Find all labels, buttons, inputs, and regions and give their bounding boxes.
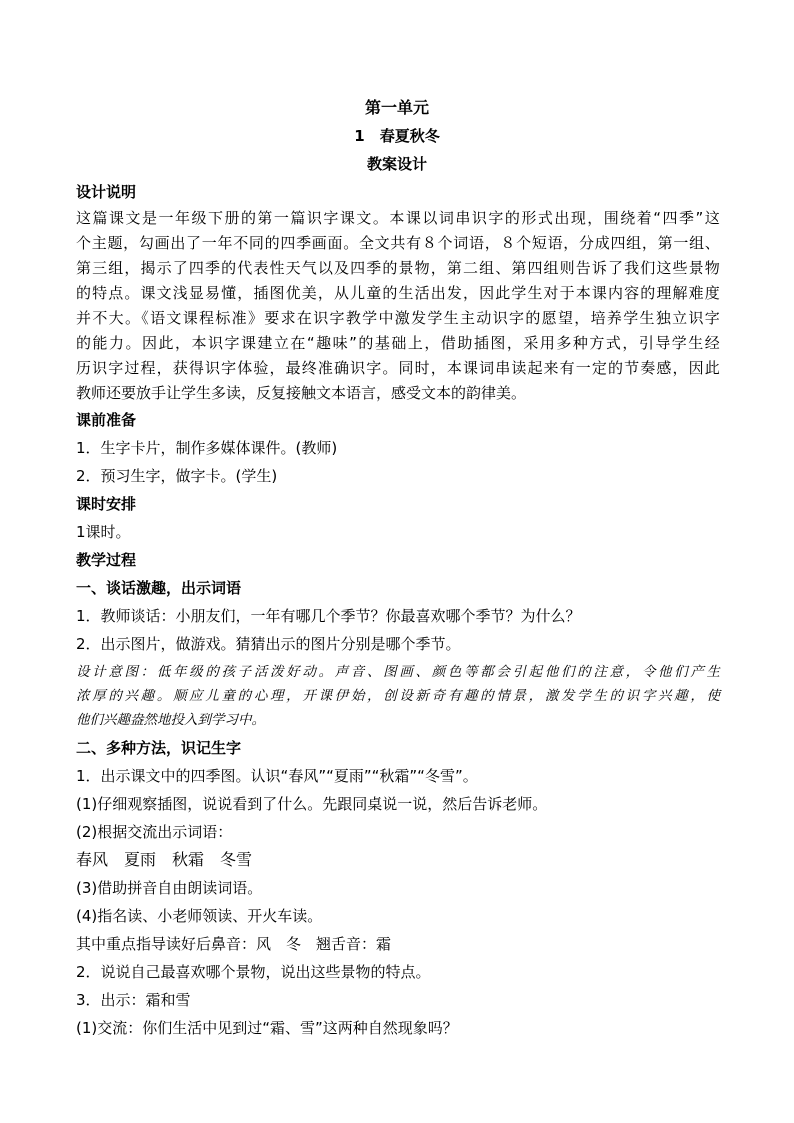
lesson-title: 1 春夏秋冬 bbox=[354, 127, 440, 145]
prep-item: 2．预习生字，做字卡。(学生) bbox=[76, 467, 278, 485]
page-subtitle: 教案设计 bbox=[366, 155, 427, 173]
design-paragraph-line: 历识字过程，获得识字体验，最终准确识字。同时，本课词串读起来有一定的节奏感，因此 bbox=[76, 359, 720, 377]
part2-item: 3．出示：霜和雪 bbox=[76, 991, 191, 1009]
part1-heading: 一、谈话激趣，出示词语 bbox=[76, 579, 242, 597]
design-paragraph-line: 这篇课文是一年级下册的第一篇识字课文。本课以词串识字的形式出现，围绕着“四季”这 bbox=[76, 209, 720, 227]
part2-item: 1．出示课文中的四季图。认识“春风”“夏雨”“秋霜”“冬雪”。 bbox=[76, 767, 478, 785]
time-text: 1课时。 bbox=[76, 523, 131, 541]
design-paragraph-line: 教师还要放手让学生多读，反复接触文本语言，感受文本的韵律美。 bbox=[76, 384, 527, 402]
part2-heading: 二、多种方法，识记生字 bbox=[76, 739, 242, 757]
part2-item: (1)仔细观察插图，说说看到了什么。先跟同桌说一说，然后告诉老师。 bbox=[76, 795, 548, 813]
section-heading-prep: 课前准备 bbox=[76, 411, 137, 429]
part2-item: (1)交流：你们生活中见到过“霜、雪”这两种自然现象吗？ bbox=[76, 1019, 458, 1037]
prep-item: 1．生字卡片，制作多媒体课件。(教师) bbox=[76, 439, 338, 457]
design-intent-line: 他们兴趣盎然地投入到学习中。 bbox=[76, 712, 265, 728]
part1-item: 1．教师谈话：小朋友们，一年有哪几个季节？你最喜欢哪个季节？为什么？ bbox=[76, 607, 581, 625]
unit-title: 第一单元 bbox=[364, 98, 429, 117]
part2-item: (3)借助拼音自由朗读词语。 bbox=[76, 879, 263, 897]
vocabulary-words: 春风 夏雨 秋霜 冬雪 bbox=[76, 850, 253, 869]
design-paragraph-line: 个主题，勾画出了一年不同的四季画面。全文共有８个词语，８个短语，分成四组，第一组、 bbox=[76, 234, 720, 252]
section-heading-process: 教学过程 bbox=[76, 551, 137, 569]
part2-item: 其中重点指导读好后鼻音：风 冬 翘舌音：霜 bbox=[76, 935, 392, 953]
part2-item: (2)根据交流出示词语： bbox=[76, 823, 233, 841]
design-intent-line: 浓厚的兴趣。顺应儿童的心理，开课伊始，创设新奇有趣的情景，激发学生的识字兴趣，使 bbox=[76, 688, 720, 704]
section-heading-design: 设计说明 bbox=[76, 183, 137, 201]
part2-item: (4)指名读、小老师领读、开火车读。 bbox=[76, 907, 323, 925]
design-paragraph-line: 的能力。因此，本识字课建立在“趣味”的基础上，借助插图，采用多种方式，引导学生经 bbox=[76, 334, 720, 352]
design-paragraph-line: 并不大。《语文课程标准》要求在识字教学中激发学生主动识字的愿望，培养学生独立识字 bbox=[76, 309, 720, 327]
design-paragraph-line: 第三组，揭示了四季的代表性天气以及四季的景物，第二组、第四组则告诉了我们这些景物 bbox=[76, 259, 720, 277]
part2-item: 2．说说自己最喜欢哪个景物，说出这些景物的特点。 bbox=[76, 963, 431, 981]
design-paragraph-line: 的特点。课文浅显易懂，插图优美，从儿童的生活出发，因此学生对于本课内容的理解难度 bbox=[76, 284, 720, 302]
section-heading-time: 课时安排 bbox=[76, 495, 137, 513]
design-intent-line: 设计意图：低年级的孩子活泼好动。声音、图画、颜色等都会引起他们的注意，令他们产生 bbox=[76, 664, 720, 680]
part1-item: 2．出示图片，做游戏。猜猜出示的图片分别是哪个季节。 bbox=[76, 635, 461, 653]
